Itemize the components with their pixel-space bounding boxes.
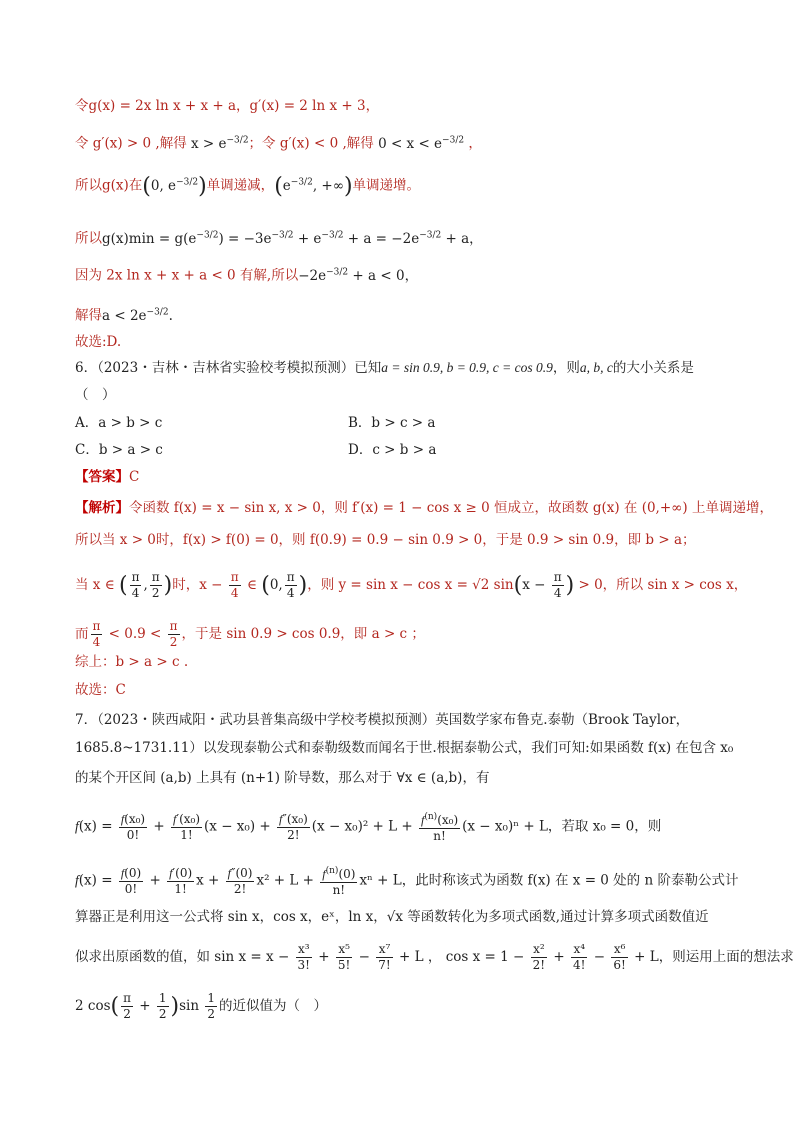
interval-pi4-pi2: ( $\frac{\pi}{4}$ , $\frac{\pi}{2}$ ) <box>118 570 173 600</box>
taylor-zero-formula: f(x) = $\frac{f(0)}{0!}$ + $\frac{f'(0)}{1!}$ x + $\frac{f''(0)}{2!}$ x² + L + $\frac{f^{(n)}(0)}{n!}$ xⁿ + L，此时称该式为函数 f(x) 在 x = 0 处的 n 阶泰勒公式计 <box>75 865 739 897</box>
q6-analysis-3: 当 x ∈ ( $\frac{\pi}{4}$ , $\frac{\pi}{2}$ )时，x − $\frac{\pi}{4}$ ∈ (0, $\frac{\pi}{4}$ )，则 y = sin x − cos x = √2 sin(x − $\frac{\pi}{4}$ ) > 0，所以 sin x > cos x， <box>75 570 748 600</box>
q6-answer: 【答案】C <box>75 469 140 485</box>
solution-line-2: 令 g′(x) > 0 ,解得 $x > e^{-3/2}$；令 g′(x) < 0 ,解得 $0 < x < e^{-3/2}$ ， <box>75 135 482 152</box>
q7-line-2: 1685.8~1731.11）以发现泰勒公式和泰勒级数而闻名于世.根据泰勒公式，我们可知:如果函数 f(x) 在包含 x₀ <box>75 740 734 756</box>
q6-option-d[interactable]: D．c > b > a <box>348 442 437 458</box>
interval-increasing: ($e^{-3/2}$, +∞) <box>274 173 353 199</box>
q7-line-8: 2 cos( $\frac{\pi}{2}$ + $\frac{1}{2}$ )sin $\frac{1}{2}$ 的近似值为（ ） <box>75 991 327 1021</box>
interval-decreasing: (0, $e^{-3/2}$) <box>142 173 207 199</box>
q6-summary: 综上：b > a > c . <box>75 654 189 670</box>
math-inequality: $-2e^{-3/2} + a < 0$， <box>298 267 419 284</box>
q6-analysis-1: 【解析】令函数 f(x) = x − sin x, x > 0，则 f′(x) = 1 − cos x ≥ 0 恒成立，故函数 g(x) 在 (0,+∞) 上单调递增， <box>75 500 773 516</box>
taylor-general-formula: f(x) = $\frac{\text{f(x₀)}}{0!}$ + $\frac{\text{f′(x₀)}}{1!}$ (x − x₀) + $\frac{\text{f″(x₀)}}{2!}$ (x − x₀)² + L + $\frac{f^{(n)}(x_0)}{n!}$ (x − x₀)ⁿ + L，若取 x₀ = 0，则 <box>75 811 662 843</box>
frac-pi-4: $\frac{\pi}{4}$ <box>230 570 239 600</box>
math-result: $a < 2e^{-3/2}$. <box>102 307 173 324</box>
q6-analysis-4: 而 $\frac{\pi}{4}$ < 0.9 < $\frac{\pi}{2}$ ，于是 sin 0.9 > cos 0.9，即 a > c ； <box>75 619 425 649</box>
q6-blank: （ ） <box>75 387 116 403</box>
sin-series: sin x = x − $\frac{\text{x³}}{3!}$ + $\frac{\text{x⁵}}{5!}$ − $\frac{\text{x⁷}}{7!}$ + L ， <box>214 942 442 972</box>
q7-line-1: 7．（2023・陕西咸阳・武功县普集高级中学校考模拟预测）英国数学家布鲁克.泰勒（Brook Taylor， <box>75 712 690 728</box>
solution-line-6: 解得$a < 2e^{-3/2}$. <box>75 307 173 324</box>
q6-stem: 6．（2023・吉林・吉林省实验校考模拟预测）已知a = sin 0.9, b = 0.9, c = cos 0.9，则a, b, c的大小关系是 <box>75 360 694 376</box>
math-x-range: $0 < x < e^{-3/2}$ <box>378 135 465 152</box>
solution-choice: 故选:D. <box>75 334 122 350</box>
q6-option-a[interactable]: A．a > b > c <box>75 415 163 431</box>
solution-line-4: 所以$g(x)\min = g(e^{-3/2}) = -3e^{-3/2} + e^{-3/2} + a = -2e^{-3/2} + a$， <box>75 230 483 247</box>
q6-option-c[interactable]: C．b > a > c <box>75 442 163 458</box>
sin-arg: (x − $\frac{\pi}{4}$ ) <box>513 570 575 600</box>
math-min-value: $g(x)\min = g(e^{-3/2}) = -3e^{-3/2} + e^{-3/2} + a = -2e^{-3/2} + a$， <box>102 230 483 247</box>
cos-series: cos x = 1 − $\frac{\text{x²}}{2!}$ + $\frac{\text{x⁴}}{4!}$ − $\frac{\text{x⁶}}{6!}$ + L <box>445 942 659 972</box>
solution-line-5: 因为 2x ln x + x + a < 0 有解,所以$-2e^{-3/2} + a < 0$， <box>75 267 419 284</box>
q6-option-b[interactable]: B．b > c > a <box>348 415 436 431</box>
target-expression: 2 cos( $\frac{\pi}{2}$ + $\frac{1}{2}$ )sin $\frac{1}{2}$ <box>75 991 215 1021</box>
solution-line-3: 所以g(x)在(0, $e^{-3/2}$)单调递减，($e^{-3/2}$, +∞)单调递增。 <box>75 173 421 199</box>
q7-line-6: 算器正是利用这一公式将 sin x，cos x，eˣ，ln x，√x 等函数转化为多项式函数,通过计算多项式函数值近 <box>75 909 709 925</box>
q6-choice: 故选：C <box>75 682 126 698</box>
q6-analysis-2: 所以当 x > 0时，f(x) > f(0) = 0，则 f(0.9) = 0.9 − sin 0.9 > 0，于是 0.9 > sin 0.9，即 b > a； <box>75 532 696 548</box>
q7-line-3: 的某个开区间 (a,b) 上具有 (n+1) 阶导数，那么对于 ∀x ∈ (a,b)，有 <box>75 770 490 786</box>
math-x-gt: $x > e^{-3/2}$ <box>191 135 249 152</box>
q7-line-7: 似求出原函数的值，如 sin x = x − $\frac{\text{x³}}{3!}$ + $\frac{\text{x⁵}}{5!}$ − $\frac{\text{x⁷}}{7!}$ + L ， cos x = 1 − $\frac{\text{x²}}{2!}$ + $\frac{\text{x⁴}}{4!}$ − $\frac{\text{x⁶}}{6!}$ + L，则运用上面的想法求 <box>75 942 794 972</box>
frac-pi-4-b: $\frac{\pi}{4}$ <box>92 619 101 649</box>
solution-line-1: 令g(x) = 2x ln x + x + a，g′(x) = 2 ln x + 3， <box>75 98 380 114</box>
interval-0-pi4: (0, $\frac{\pi}{4}$ ) <box>261 570 308 600</box>
frac-pi-2: $\frac{\pi}{2}$ <box>169 619 178 649</box>
